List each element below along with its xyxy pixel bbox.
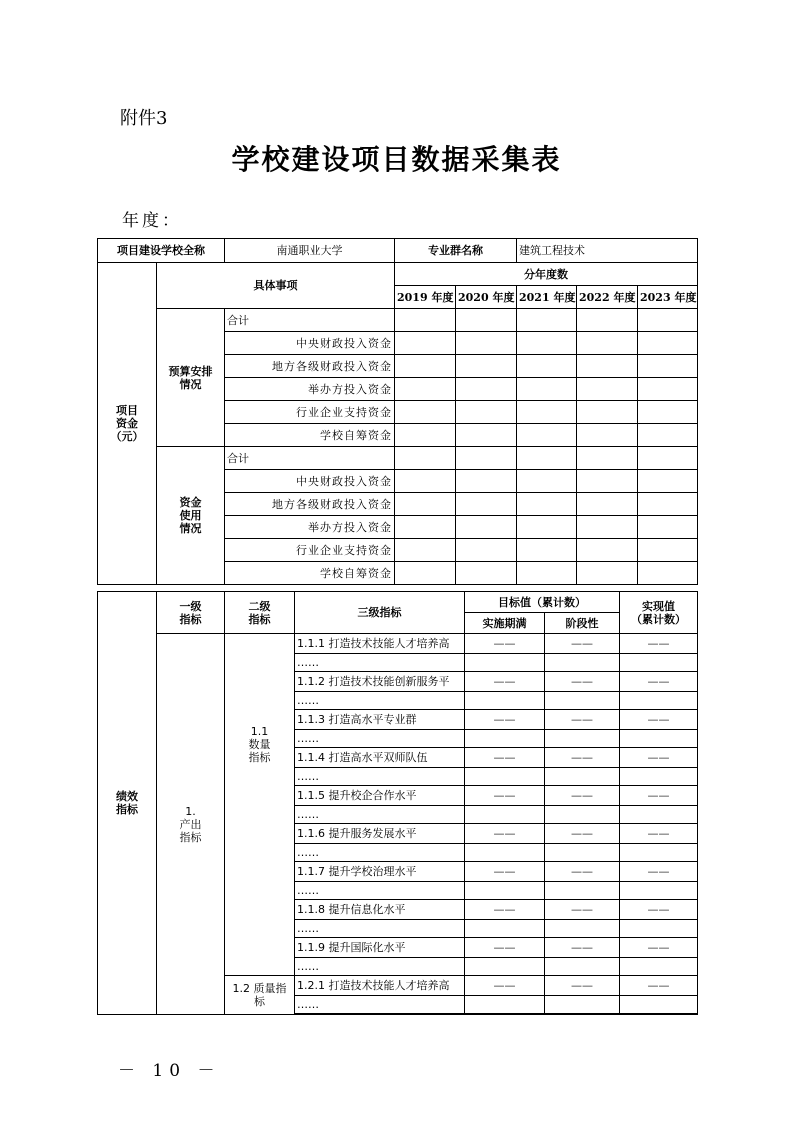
perf-section-label: 绩效 指标 xyxy=(98,592,157,1015)
cell[interactable] xyxy=(395,309,456,332)
budget-row: 中央财政投入资金 xyxy=(225,332,395,355)
year-2020: 2020 年度 xyxy=(456,286,517,309)
cell[interactable] xyxy=(456,309,517,332)
level3-item: 1.1.9 提升国际化水平 xyxy=(295,938,465,958)
cell[interactable] xyxy=(545,806,620,824)
cell[interactable] xyxy=(577,355,638,378)
level3-header: 三级指标 xyxy=(295,592,465,634)
cell[interactable] xyxy=(465,768,545,786)
cell[interactable] xyxy=(395,516,456,539)
cell[interactable] xyxy=(456,516,517,539)
funds-table xyxy=(97,238,698,585)
budget-label: 预算安排 情况 xyxy=(157,309,225,447)
dash: —— xyxy=(620,672,698,692)
dash: —— xyxy=(545,710,620,730)
cell[interactable] xyxy=(517,516,577,539)
cell[interactable] xyxy=(395,332,456,355)
cell[interactable] xyxy=(517,539,577,562)
target-stage-header: 阶段性 xyxy=(545,613,620,634)
budget-row: 行业企业支持资金 xyxy=(225,401,395,424)
years-header: 分年度数 xyxy=(395,263,698,286)
cell[interactable] xyxy=(638,332,698,355)
cell[interactable] xyxy=(517,447,577,470)
cell[interactable] xyxy=(517,493,577,516)
group-value: 建筑工程技术 xyxy=(517,239,698,263)
year-label: 年度： xyxy=(122,211,182,231)
dash: —— xyxy=(620,748,698,768)
cell[interactable] xyxy=(577,516,638,539)
page-title: 学校建设项目数据采集表 xyxy=(231,143,562,176)
level3-item: 1.1.7 提升学校治理水平 xyxy=(295,862,465,882)
ellipsis: …… xyxy=(295,692,465,710)
ellipsis: …… xyxy=(295,958,465,976)
cell[interactable] xyxy=(577,539,638,562)
annex-label: 附件3 xyxy=(120,108,168,129)
cell[interactable] xyxy=(395,378,456,401)
cell[interactable] xyxy=(577,447,638,470)
cell[interactable] xyxy=(638,539,698,562)
cell[interactable] xyxy=(517,355,577,378)
dash: —— xyxy=(465,710,545,730)
cell[interactable] xyxy=(465,730,545,748)
level3-item: 1.1.6 提升服务发展水平 xyxy=(295,824,465,844)
school-label: 项目建设学校全称 xyxy=(98,239,225,263)
budget-row: 举办方投入资金 xyxy=(225,378,395,401)
level1-output: 1. 产出 指标 xyxy=(157,634,225,1015)
cell[interactable] xyxy=(456,355,517,378)
usage-row: 举办方投入资金 xyxy=(225,516,395,539)
dash: —— xyxy=(545,824,620,844)
cell[interactable] xyxy=(465,920,545,938)
dash: —— xyxy=(545,748,620,768)
cell[interactable] xyxy=(456,562,517,585)
cell[interactable] xyxy=(395,424,456,447)
cell[interactable] xyxy=(620,996,698,1014)
cell[interactable] xyxy=(517,470,577,493)
dash: —— xyxy=(545,862,620,882)
cell[interactable] xyxy=(577,378,638,401)
cell[interactable] xyxy=(638,401,698,424)
level3-item: 1.2.1 打造技术技能人才培养高 xyxy=(295,976,465,996)
dash: —— xyxy=(465,634,545,654)
cell[interactable] xyxy=(638,309,698,332)
cell[interactable] xyxy=(465,692,545,710)
dash: —— xyxy=(620,976,698,996)
ellipsis: …… xyxy=(295,654,465,672)
dash: —— xyxy=(620,634,698,654)
ellipsis: …… xyxy=(295,844,465,862)
level3-item: 1.1.8 提升信息化水平 xyxy=(295,900,465,920)
cell[interactable] xyxy=(545,768,620,786)
budget-row: 地方各级财政投入资金 xyxy=(225,355,395,378)
actual-header: 实现值 （累计数） xyxy=(620,592,698,634)
cell[interactable] xyxy=(577,424,638,447)
perf-table xyxy=(97,591,698,1015)
year-2021: 2021 年度 xyxy=(517,286,577,309)
cell[interactable] xyxy=(638,424,698,447)
cell[interactable] xyxy=(620,654,698,672)
dash: —— xyxy=(545,938,620,958)
cell[interactable] xyxy=(395,401,456,424)
ellipsis: …… xyxy=(295,882,465,900)
cell[interactable] xyxy=(395,493,456,516)
level1-header: 一级 指标 xyxy=(157,592,225,634)
dash: —— xyxy=(620,824,698,844)
usage-label: 资金 使用 情况 xyxy=(157,447,225,585)
cell[interactable] xyxy=(456,378,517,401)
cell[interactable] xyxy=(545,920,620,938)
level3-item: 1.1.2 打造技术技能创新服务平 xyxy=(295,672,465,692)
dash: —— xyxy=(545,672,620,692)
cell[interactable] xyxy=(545,692,620,710)
funds-section-label: 项目 资金 （元） xyxy=(98,263,157,585)
cell[interactable] xyxy=(545,996,620,1014)
ellipsis: …… xyxy=(295,768,465,786)
target-full-header: 实施期满 xyxy=(465,613,545,634)
level3-item: 1.1.4 打造高水平双师队伍 xyxy=(295,748,465,768)
dash: —— xyxy=(465,748,545,768)
cell[interactable] xyxy=(456,424,517,447)
dash: —— xyxy=(465,862,545,882)
dash: —— xyxy=(545,634,620,654)
cell[interactable] xyxy=(395,470,456,493)
cell[interactable] xyxy=(465,654,545,672)
cell[interactable] xyxy=(517,401,577,424)
cell[interactable] xyxy=(638,470,698,493)
ellipsis: …… xyxy=(295,730,465,748)
cell[interactable] xyxy=(517,309,577,332)
cell[interactable] xyxy=(456,493,517,516)
cell[interactable] xyxy=(545,882,620,900)
cell[interactable] xyxy=(577,493,638,516)
usage-row: 地方各级财政投入资金 xyxy=(225,493,395,516)
target-header: 目标值（累计数） xyxy=(465,592,620,613)
school-value: 南通职业大学 xyxy=(225,239,395,263)
cell[interactable] xyxy=(545,654,620,672)
cell[interactable] xyxy=(517,424,577,447)
cell[interactable] xyxy=(395,539,456,562)
dash: —— xyxy=(545,786,620,806)
page-number: － 10 － xyxy=(118,1061,221,1081)
cell[interactable] xyxy=(517,332,577,355)
level3-item: 1.1.3 打造高水平专业群 xyxy=(295,710,465,730)
dash: —— xyxy=(465,672,545,692)
dash: —— xyxy=(465,786,545,806)
cell[interactable] xyxy=(517,562,577,585)
level3-item: 1.1.5 提升校企合作水平 xyxy=(295,786,465,806)
cell[interactable] xyxy=(638,447,698,470)
dash: —— xyxy=(545,976,620,996)
usage-row: 行业企业支持资金 xyxy=(225,539,395,562)
cell[interactable] xyxy=(620,958,698,976)
cell[interactable] xyxy=(638,378,698,401)
cell[interactable] xyxy=(638,562,698,585)
level2-quality: 1.2 质量指 标 xyxy=(225,976,295,1015)
cell[interactable] xyxy=(577,562,638,585)
ellipsis: …… xyxy=(295,996,465,1014)
cell[interactable] xyxy=(395,355,456,378)
cell[interactable] xyxy=(517,378,577,401)
usage-row: 学校自筹资金 xyxy=(225,562,395,585)
cell[interactable] xyxy=(465,882,545,900)
level3-item: 1.1.1 打造技术技能人才培养高 xyxy=(295,634,465,654)
level2-quantity: 1.1 数量 指标 xyxy=(225,634,295,976)
cell[interactable] xyxy=(620,692,698,710)
ellipsis: …… xyxy=(295,920,465,938)
dash: —— xyxy=(465,976,545,996)
dash: —— xyxy=(620,710,698,730)
ellipsis: …… xyxy=(295,806,465,824)
cell[interactable] xyxy=(638,493,698,516)
dash: —— xyxy=(620,938,698,958)
budget-total: 合计 xyxy=(225,309,395,332)
cell[interactable] xyxy=(545,844,620,862)
dash: —— xyxy=(620,900,698,920)
cell[interactable] xyxy=(620,730,698,748)
year-2019: 2019 年度 xyxy=(395,286,456,309)
dash: —— xyxy=(465,900,545,920)
cell[interactable] xyxy=(620,882,698,900)
year-2022: 2022 年度 xyxy=(577,286,638,309)
dash: —— xyxy=(465,824,545,844)
year-2023: 2023 年度 xyxy=(638,286,698,309)
cell[interactable] xyxy=(545,958,620,976)
cell[interactable] xyxy=(395,447,456,470)
cell[interactable] xyxy=(465,844,545,862)
cell[interactable] xyxy=(545,730,620,748)
cell[interactable] xyxy=(577,470,638,493)
items-header: 具体事项 xyxy=(157,263,395,309)
cell[interactable] xyxy=(456,539,517,562)
cell[interactable] xyxy=(577,401,638,424)
cell[interactable] xyxy=(620,768,698,786)
usage-row: 中央财政投入资金 xyxy=(225,470,395,493)
cell[interactable] xyxy=(577,332,638,355)
cell[interactable] xyxy=(620,844,698,862)
cell[interactable] xyxy=(638,516,698,539)
dash: —— xyxy=(620,786,698,806)
budget-row: 学校自筹资金 xyxy=(225,424,395,447)
dash: —— xyxy=(545,900,620,920)
cell[interactable] xyxy=(456,401,517,424)
cell[interactable] xyxy=(620,806,698,824)
cell[interactable] xyxy=(465,806,545,824)
group-label: 专业群名称 xyxy=(395,239,517,263)
cell[interactable] xyxy=(456,470,517,493)
cell[interactable] xyxy=(465,958,545,976)
cell[interactable] xyxy=(456,332,517,355)
cell[interactable] xyxy=(620,920,698,938)
cell[interactable] xyxy=(395,562,456,585)
dash: —— xyxy=(620,862,698,882)
cell[interactable] xyxy=(465,996,545,1014)
cell[interactable] xyxy=(638,355,698,378)
dash: —— xyxy=(465,938,545,958)
cell[interactable] xyxy=(577,309,638,332)
level2-header: 二级 指标 xyxy=(225,592,295,634)
cell[interactable] xyxy=(456,447,517,470)
usage-total: 合计 xyxy=(225,447,395,470)
